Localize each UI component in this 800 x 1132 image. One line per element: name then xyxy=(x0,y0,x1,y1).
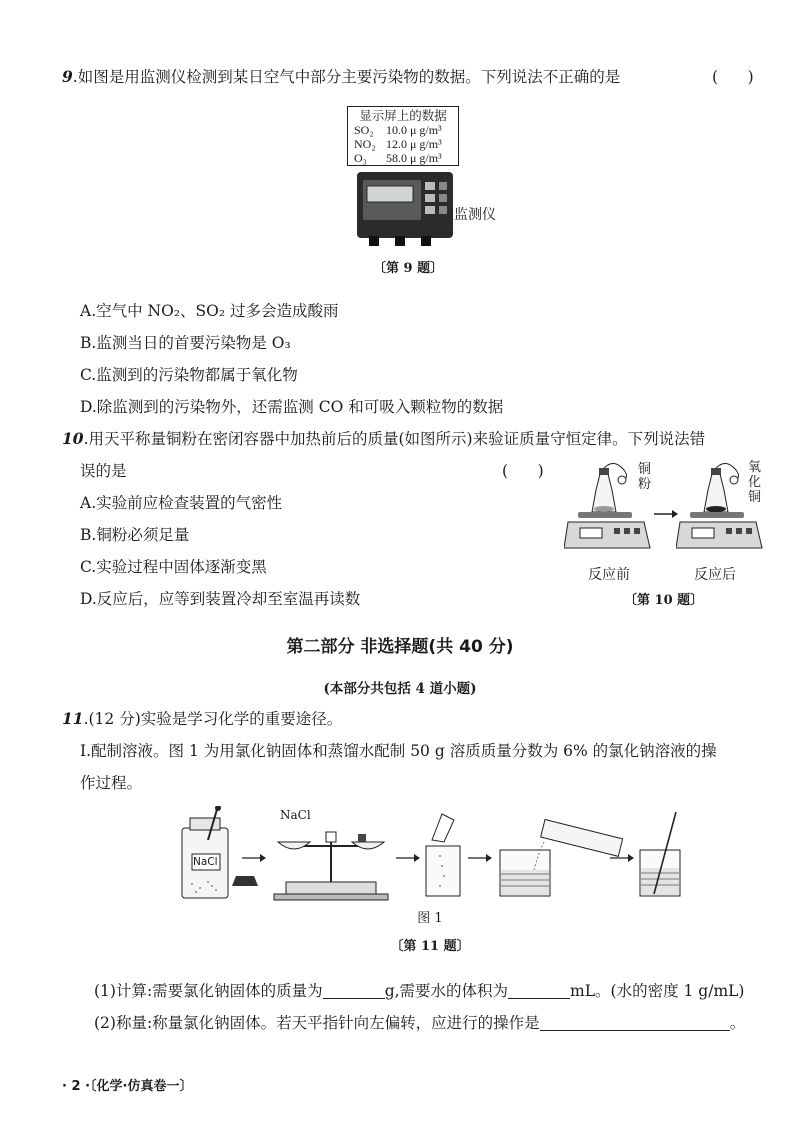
q9-number: 9 xyxy=(62,67,73,86)
q9-caption: 〔第 9 题〕 xyxy=(373,261,444,276)
copper-powder-label: 铜粉 xyxy=(638,462,652,492)
q10-caption: 〔第 10 题〕 xyxy=(624,593,704,608)
bottle-nacl-label: NaCl xyxy=(193,856,218,868)
q9-answer-paren: ( ) xyxy=(712,68,754,86)
monitor-device-illustration xyxy=(355,168,455,248)
q10-number: 10 xyxy=(62,429,84,448)
screen-title: 显示屏上的数据 xyxy=(359,109,447,123)
label-after: 反应后 xyxy=(694,567,736,583)
q11-caption: 〔第 11 题〕 xyxy=(390,939,470,954)
q9-option-a[interactable]: A.空气中 NO₂、SO₂ 过多会造成酸雨 xyxy=(80,302,339,320)
q10-option-b[interactable]: B.铜粉必须足量 xyxy=(80,526,190,544)
q10-option-a[interactable]: A.实验前应检查装置的气密性 xyxy=(80,494,283,512)
q11-sub1-text-a: (1)计算:需要氯化钠固体的质量为 xyxy=(94,982,323,1000)
q9-stem xyxy=(62,66,620,88)
page-number: 2 xyxy=(71,1079,81,1094)
screen-row-o3: O₃ 58.0 μ g/m³ xyxy=(354,151,442,165)
q10-answer-paren: ( ) xyxy=(502,462,544,480)
q10-option-d[interactable]: D.反应后，应等到装置冷却至室温再读数 xyxy=(80,590,361,608)
q11-sub1 xyxy=(94,980,744,1002)
q10-stem-line2: 误的是 xyxy=(80,462,127,480)
q9-option-d[interactable]: D.除监测到的污染物外，还需监测 CO 和可吸入颗粒物的数据 xyxy=(80,398,504,416)
q11-sub1-blank-volume[interactable] xyxy=(508,982,570,999)
q11-section1-line1: Ⅰ.配制溶液。图 1 为用氯化钠固体和蒸馏水配制 50 g 溶质质量分数为 6% 的氯化钠溶液的操 xyxy=(80,742,717,760)
label-before: 反应前 xyxy=(588,567,630,583)
q11-sub1-text-c: mL。(水的密度 1 g/mL) xyxy=(570,982,745,1000)
q11-sub2 xyxy=(94,1012,745,1034)
balance-nacl-label: NaCl xyxy=(280,808,311,822)
monitor-screen-data xyxy=(347,106,459,166)
part2-title: 第二部分 非选择题(共 40 分) xyxy=(286,637,514,657)
footer-bullet: · xyxy=(62,1079,67,1094)
q11-sub1-text-b: g,需要水的体积为 xyxy=(384,982,509,1000)
q9-stem-text: .如图是用监测仪检测到某日空气中部分主要污染物的数据。下列说法不正确的是 xyxy=(72,68,621,86)
q10-stem-text: .用天平称量铜粉在密闭容器中加热前后的质量(如图所示)来验证质量守恒定律。下列说法错 xyxy=(83,430,706,448)
q9-option-b[interactable]: B.监测当日的首要污染物是 O₃ xyxy=(80,334,291,352)
q10-option-c[interactable]: C.实验过程中固体逐渐变黑 xyxy=(80,558,267,576)
device-label: 监测仪 xyxy=(454,207,496,223)
page-footer xyxy=(62,1076,192,1098)
figure1-procedure-illustration xyxy=(178,806,698,902)
q11-sub2-text-a: (2)称量:称量氯化钠固体。若天平指针向左偏转，应进行的操作是 xyxy=(94,1014,540,1032)
q11-stem xyxy=(62,708,342,730)
figure1-label: 图 1 xyxy=(417,911,443,926)
screen-row-no2: NO₂ 12.0 μ g/m³ xyxy=(354,137,442,151)
q11-sub2-text-b: 。 xyxy=(729,1014,746,1032)
q11-sub2-blank-operation[interactable] xyxy=(540,1014,730,1031)
copper-oxide-label: 氧化铜 xyxy=(748,460,762,505)
q11-number: 11 xyxy=(62,709,84,728)
q9-option-c[interactable]: C.监测到的污染物都属于氧化物 xyxy=(80,366,298,384)
q11-sub1-blank-mass[interactable] xyxy=(323,982,385,999)
footer-paper-title: ·〔化学·仿真卷一〕 xyxy=(85,1079,193,1094)
q11-section1-line2: 作过程。 xyxy=(80,774,143,792)
part2-subtitle: (本部分共包括 4 道小题) xyxy=(323,681,477,697)
q10-stem-line1 xyxy=(62,428,705,450)
screen-row-so2: SO₂ 10.0 μ g/m³ xyxy=(354,123,442,137)
q11-stem-text: .(12 分)实验是学习化学的重要途径。 xyxy=(83,710,343,728)
